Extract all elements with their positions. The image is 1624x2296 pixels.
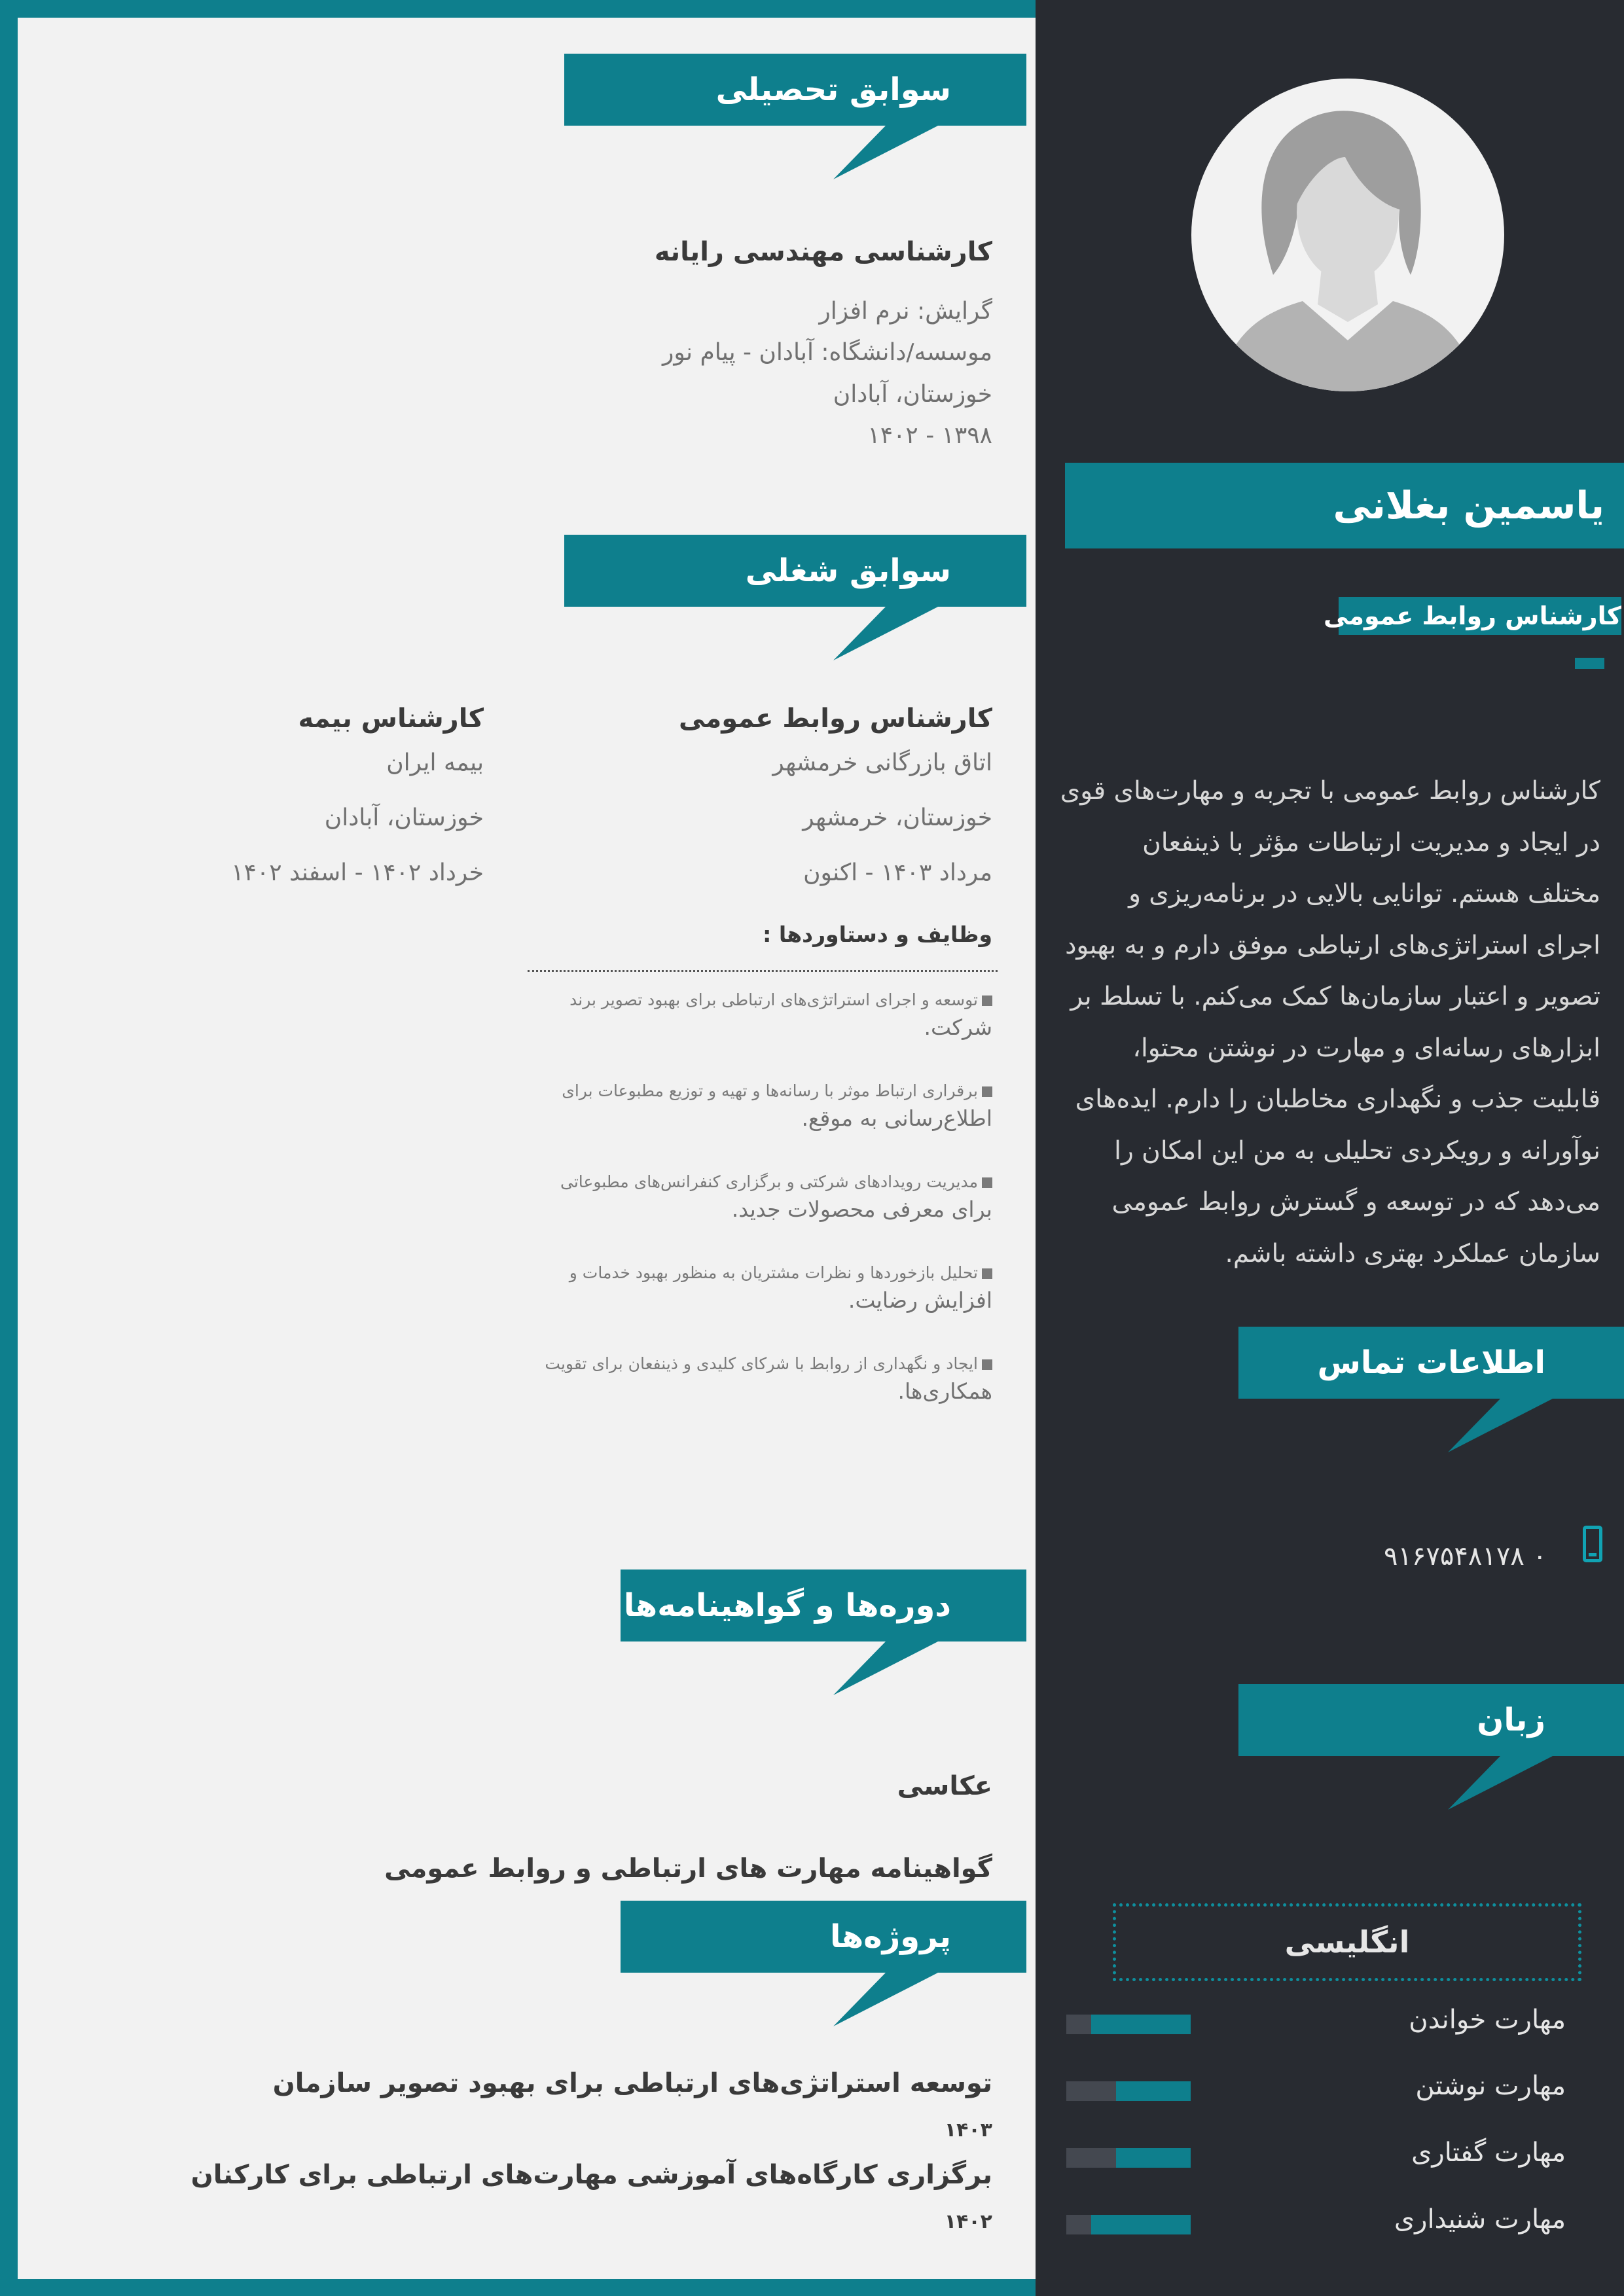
projects-heading: پروژه‌ها bbox=[621, 1901, 1026, 1973]
summary-line: ابزارهای رسانه‌ای و مهارت در نوشتن محتوا، bbox=[1132, 1033, 1600, 1063]
duty-item bbox=[560, 1172, 992, 1222]
square-bullet-icon bbox=[982, 1359, 992, 1370]
square-bullet-icon bbox=[982, 996, 992, 1006]
duty-text-cont: برای معرفی محصولات جدید. bbox=[731, 1196, 992, 1222]
square-bullet-icon bbox=[982, 1177, 992, 1188]
duty-text: مدیریت رویدادهای شرکتی و برگزاری کنفرانس‌های مطبوعاتی bbox=[560, 1172, 978, 1191]
job-dates-1: مرداد ۱۴۰۳ - اکنون bbox=[803, 859, 992, 886]
certificate-item: گواهینامه مهارت های ارتباطی و روابط عمومی bbox=[384, 1854, 992, 1884]
certificate-item: عکاسی bbox=[897, 1771, 992, 1801]
skill-bar-reading bbox=[1066, 2015, 1191, 2034]
job-location-1: خوزستان، خرمشهر bbox=[803, 804, 992, 831]
summary-line: در ایجاد و مدیریت ارتباطات مؤثر با ذینفعان bbox=[1142, 827, 1600, 857]
project-year: ۱۴۰۲ bbox=[944, 2210, 992, 2233]
duty-text: توسعه و اجرای استراتژی‌های ارتباطی برای بهبود تصویر برند bbox=[569, 990, 978, 1009]
education-degree: کارشناسی مهندسی رایانه bbox=[654, 237, 992, 267]
job-title-1: کارشناس روابط عمومی bbox=[679, 704, 992, 734]
phone-number[interactable]: ۰ ۹۱۶۷۵۴۸۱۷۸ bbox=[1383, 1541, 1547, 1571]
education-dates: ۱۳۹۸ - ۱۴۰۲ bbox=[867, 422, 992, 449]
summary-line: مختلف هستم. توانایی بالایی در برنامه‌ریزی و bbox=[1128, 879, 1600, 908]
summary-line: کارشناس روابط عمومی با تجربه و مهارت‌های قوی bbox=[1060, 776, 1600, 806]
certificates-heading: دوره‌ها و گواهینامه‌ها bbox=[621, 1570, 1026, 1641]
duty-text: تحلیل بازخوردها و نظرات مشتریان به منظور بهبود خدمات و bbox=[569, 1263, 978, 1282]
project-title: توسعه استراتژی‌های ارتباطی برای بهبود تصویر سازمان bbox=[272, 2068, 992, 2098]
profile-summary bbox=[1060, 766, 1600, 1280]
contact-heading: اطلاعات تماس bbox=[1238, 1327, 1624, 1399]
square-bullet-icon bbox=[982, 1268, 992, 1279]
duty-item bbox=[569, 990, 992, 1040]
skill-fill bbox=[1091, 2215, 1191, 2234]
job-title-2: کارشناس بیمه bbox=[298, 704, 484, 734]
full-name: یاسمین بغلانی bbox=[1065, 463, 1624, 548]
duties-divider bbox=[528, 970, 998, 972]
duty-text-cont: همکاری‌ها. bbox=[897, 1378, 992, 1404]
education-institution: موسسه/دانشگاه: آبادان - پیام نور bbox=[662, 339, 992, 366]
title-accent-mark bbox=[1575, 658, 1604, 669]
duty-item bbox=[545, 1354, 992, 1404]
duty-text: ایجاد و نگهداری از روابط با شرکای کلیدی و ذینفعان برای تقویت bbox=[545, 1354, 978, 1373]
job-dates-2: خرداد ۱۴۰۲ - اسفند ۱۴۰۲ bbox=[231, 859, 484, 886]
summary-line: تصویر و اعتبار سازمان‌ها کمک می‌کنم. با تسلط بر bbox=[1070, 982, 1600, 1011]
summary-line: می‌دهد که در توسعه و گسترش روابط عمومی bbox=[1111, 1187, 1600, 1217]
summary-line: نوآورانه و رویکردی تحلیلی به من این امکان را bbox=[1114, 1136, 1600, 1166]
profile-avatar bbox=[1191, 79, 1504, 391]
skill-label-listening: مهارت شنیداری bbox=[1394, 2204, 1566, 2234]
skill-label-reading: مهارت خواندن bbox=[1409, 2005, 1566, 2035]
summary-line: قابلیت جذب و نگهداری مخاطبان را دارم. ایده‌های bbox=[1075, 1085, 1600, 1114]
skill-bar-speaking bbox=[1066, 2148, 1191, 2168]
duty-item bbox=[569, 1263, 992, 1313]
skill-fill bbox=[1091, 2015, 1191, 2034]
work-heading: سوابق شغلی bbox=[564, 535, 1026, 607]
project-title: برگزاری کارگاه‌های آموزشی مهارت‌های ارتباطی برای کارکنان bbox=[190, 2160, 992, 2190]
duty-item bbox=[562, 1081, 992, 1131]
language-heading: زبان bbox=[1238, 1684, 1624, 1756]
skill-bar-writing bbox=[1066, 2081, 1191, 2101]
language-name: انگلیسی bbox=[1113, 1903, 1581, 1981]
square-bullet-icon bbox=[982, 1086, 992, 1097]
duties-heading: وظایف و دستاوردها : bbox=[763, 922, 992, 947]
duty-text-cont: افزایش رضایت. bbox=[848, 1287, 992, 1313]
duty-text-cont: شرکت. bbox=[924, 1014, 992, 1040]
education-heading: سوابق تحصیلی bbox=[564, 54, 1026, 126]
job-location-2: خوزستان، آبادان bbox=[324, 804, 484, 831]
skill-bar-listening bbox=[1066, 2215, 1191, 2234]
skill-fill bbox=[1116, 2148, 1191, 2168]
job-company-2: بیمه ایران bbox=[386, 749, 484, 776]
education-field: گرایش: نرم افزار bbox=[819, 298, 992, 325]
skill-fill bbox=[1116, 2081, 1191, 2101]
summary-line: اجرای استراتژی‌های ارتباطی موفق دارم و به بهبود bbox=[1065, 930, 1600, 960]
skill-label-writing: مهارت نوشتن bbox=[1415, 2071, 1566, 2101]
female-avatar-icon bbox=[1191, 79, 1504, 391]
duty-text-cont: اطلاع‌رسانی به موقع. bbox=[801, 1105, 992, 1131]
job-company-1: اتاق بازرگانی خرمشهر bbox=[772, 749, 992, 776]
mobile-phone-icon bbox=[1583, 1526, 1602, 1562]
project-year: ۱۴۰۳ bbox=[944, 2119, 992, 2142]
job-title: کارشناس روابط عمومی bbox=[1339, 597, 1621, 635]
summary-line: سازمان عملکرد بهتری داشته باشم. bbox=[1225, 1238, 1600, 1268]
education-location: خوزستان، آبادان bbox=[833, 381, 992, 408]
skill-label-speaking: مهارت گفتاری bbox=[1411, 2138, 1566, 2168]
duty-text: برقراری ارتباط موثر با رسانه‌ها و تهیه و توزیع مطبوعات برای bbox=[562, 1081, 978, 1100]
